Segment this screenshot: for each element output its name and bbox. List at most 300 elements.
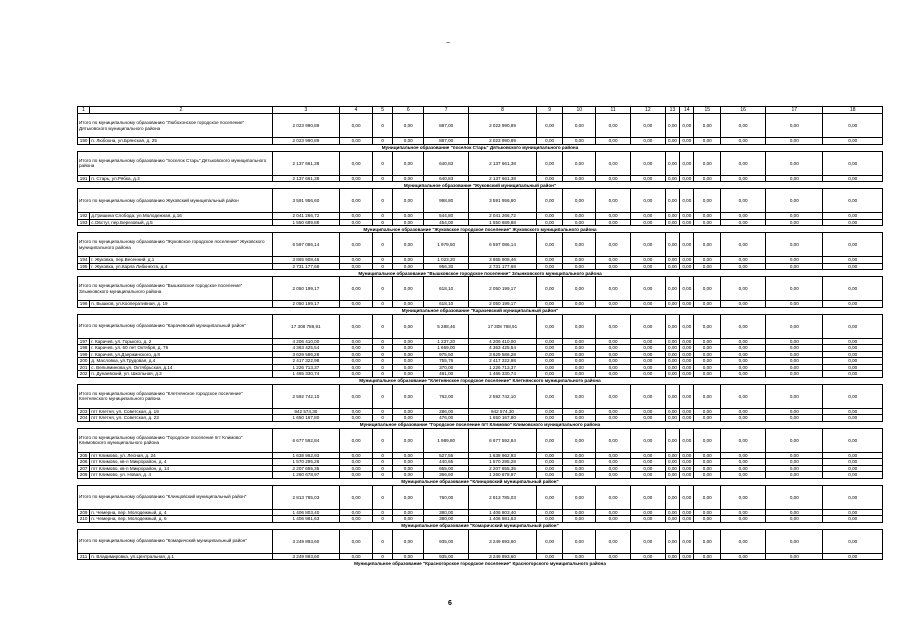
total-label: Итого по муниципальному образованию "поселок Старь" Дятьковского муниципального района [78,151,273,175]
value-cell: 0,00 [563,509,596,516]
column-number-cell: 13 [665,107,679,114]
value-cell: 0,00 [393,465,424,472]
value-cell: 0,00 [596,213,631,220]
value-cell: 0,00 [393,415,424,422]
address-cell: пгт Клетня, ул. Советская, д. 19 [90,408,272,415]
row-number: 198 [78,345,90,352]
value-cell: 0 [372,509,392,516]
column-number-cell: 7 [424,107,469,114]
address-cell: пгт Климово, ул. Лесная, д. 24 [90,452,272,459]
document-table-wrapper [77,106,883,566]
value-cell: 1 226 713,37 [272,364,340,371]
total-value: 0,00 [630,428,665,452]
value-cell: 0,00 [694,415,721,422]
value-cell: 2 137 661,38 [272,175,340,182]
total-value: 0,00 [680,428,694,452]
value-cell: 1 226 713,37 [469,364,537,371]
total-value: 0,00 [536,529,563,553]
total-value: 935,00 [424,529,469,553]
value-cell: 0,00 [393,408,424,415]
total-label: Итого по муниципальному образованию Жуковский муниципальный район [78,189,273,213]
value-cell: 0,00 [823,358,883,365]
value-cell: 0,00 [340,338,373,345]
total-value: 0,00 [721,384,766,408]
value-cell: 0,00 [563,364,596,371]
total-row [78,485,883,509]
total-value: 0,00 [563,151,596,175]
value-cell: 0,00 [680,459,694,466]
value-cell: 0,00 [340,175,373,182]
total-value: 0,00 [596,428,631,452]
value-cell: 0,00 [694,175,721,182]
value-cell: 0,00 [665,175,679,182]
total-value: 0,00 [596,485,631,509]
value-cell: 0 [372,415,392,422]
value-cell: 0,00 [340,345,373,352]
value-cell: 1 570 295,28 [469,459,537,466]
value-cell: 0,00 [694,338,721,345]
value-cell: 0,00 [823,263,883,270]
municipality-heading: Муниципальное образование "Клетнянское городское поселение" Клетнянского муниципального района [359,378,601,383]
value-cell: 0,00 [680,138,694,145]
address-cell: с.Овстуг, пер.Березовый, д.5 [90,219,272,226]
total-value: 2 023 990,89 [469,114,537,138]
value-cell: 0,00 [563,257,596,264]
value-cell: 0,00 [630,213,665,220]
value-cell: 0,00 [536,263,563,270]
value-cell: 0,00 [665,358,679,365]
value-cell: 0,00 [596,301,631,308]
value-cell: 0,00 [766,345,823,352]
value-cell: 1 406 803,40 [272,509,340,516]
value-cell: 2 023 990,89 [469,138,537,145]
value-cell: 0 [372,459,392,466]
total-row [78,384,883,408]
total-value: 0 [372,114,392,138]
total-label: Итого по муниципальному образованию "Вышковское городское поселение" Злынковского муниципального района [78,277,273,301]
value-cell: 0,00 [630,415,665,422]
value-cell: 0,00 [665,219,679,226]
total-value: 0,00 [665,114,679,138]
address-cell: г. Карачев, ул. 50 лет Октября, д. 76 [90,345,272,352]
address-cell: п. Любохна, ул.Брянская, д. 25 [90,138,272,145]
value-cell: 0,00 [694,364,721,371]
value-cell: 0,00 [596,472,631,479]
total-value: 0,00 [563,314,596,338]
value-cell: 0,00 [665,553,679,560]
column-number-cell: 14 [680,107,694,114]
value-cell: 0,00 [596,219,631,226]
value-cell: 0,00 [340,509,373,516]
total-value: 0,00 [721,151,766,175]
value-cell: 0,00 [340,408,373,415]
column-number-row [78,107,883,114]
value-cell: 0,00 [694,358,721,365]
row-number: 193 [78,219,90,226]
value-cell: 0,00 [665,138,679,145]
total-value: 0,00 [823,233,883,257]
total-value: 0,00 [665,277,679,301]
value-cell: 0,00 [340,459,373,466]
value-cell: 0,00 [536,219,563,226]
value-cell: 0,00 [596,364,631,371]
value-cell: 0,00 [393,509,424,516]
value-cell: 0 [372,452,392,459]
total-value: 0,00 [823,114,883,138]
total-value: 887,00 [424,114,469,138]
value-cell: 0,00 [536,553,563,560]
value-cell: 0,00 [766,338,823,345]
value-cell: 0,00 [694,257,721,264]
total-value: 0,00 [694,189,721,213]
total-value: 0,00 [340,233,373,257]
municipality-heading-row [78,226,883,233]
total-value: 0,00 [393,485,424,509]
value-cell: 0,00 [536,345,563,352]
municipality-heading: Муниципальное образование "Жуковский муниципальный район" [403,182,557,188]
total-value: 0,00 [823,384,883,408]
value-cell: 1 406 981,63 [272,516,340,523]
total-value: 2 592 742,10 [272,384,340,408]
total-value: 0,00 [823,277,883,301]
total-value: 0,00 [340,529,373,553]
total-label: Итого по муниципальному образованию "Клинцовский муниципальный район" [78,485,273,509]
total-value: 0,00 [766,189,823,213]
value-cell: 0,00 [766,371,823,378]
value-cell: 1 237,20 [424,338,469,345]
value-cell: 1 465 330,74 [469,371,537,378]
value-cell: 0,00 [680,219,694,226]
row-number: 194 [78,257,90,264]
total-value: 0,00 [823,485,883,509]
total-value: 0,00 [393,233,424,257]
value-cell: 0,00 [536,465,563,472]
value-cell: 0 [372,338,392,345]
row-number: 211 [78,553,90,560]
value-cell: 0,00 [823,345,883,352]
value-cell: 0,00 [680,175,694,182]
row-number: 202 [78,371,90,378]
value-cell: 2 417 322,98 [469,358,537,365]
total-label: Итого по муниципальному образованию "Городское поселение пгт Климово" Климовского муниципального района [78,428,273,452]
total-value: 0,00 [766,529,823,553]
value-cell: 2 731 177,68 [272,263,340,270]
total-value: 0,00 [630,233,665,257]
value-cell: 286,00 [424,408,469,415]
value-cell: 2 207 655,35 [272,465,340,472]
value-cell: 0,00 [680,472,694,479]
value-cell: 2 050 199,17 [272,301,340,308]
address-cell: п. Чемерна, пер. Молодежный, д. 6 [90,516,272,523]
value-cell: 0,00 [680,301,694,308]
value-cell: 0,00 [680,351,694,358]
total-value: 0,00 [563,114,596,138]
value-cell: 0,00 [563,338,596,345]
row-number: 207 [78,465,90,472]
value-cell: 0,00 [393,301,424,308]
value-cell: 0,00 [721,175,766,182]
address-cell: п. Вышков, ул.Кооперативная, д. 19 [90,301,272,308]
value-cell: 0,00 [536,452,563,459]
value-cell: 0,00 [596,257,631,264]
total-value: 6 677 592,84 [469,428,537,452]
value-cell: 0,00 [680,415,694,422]
row-number: 210 [78,516,90,523]
value-cell: 935,00 [424,553,469,560]
value-cell: 527,55 [424,452,469,459]
total-value: 0 [372,529,392,553]
row-number: 204 [78,415,90,422]
value-cell: 0,00 [630,465,665,472]
value-cell: 0,00 [694,345,721,352]
total-value: 0,00 [596,314,631,338]
value-cell: 0,00 [823,371,883,378]
value-cell: 0,00 [393,516,424,523]
value-cell: 0,00 [536,351,563,358]
total-value: 762,00 [424,384,469,408]
value-cell: 0 [372,345,392,352]
value-cell: 0,00 [694,452,721,459]
value-cell: 0,00 [694,465,721,472]
total-value: 0,00 [536,485,563,509]
total-value: 1 989,80 [424,428,469,452]
value-cell: 0 [372,516,392,523]
value-cell: 1 638 962,93 [469,452,537,459]
total-value: 0,00 [694,114,721,138]
address-cell: п. Старь, ул.Рябка, д.3 [90,175,272,182]
value-cell: 0,00 [665,345,679,352]
value-cell: 0,00 [823,351,883,358]
value-cell: 0,00 [766,351,823,358]
total-value: 0,00 [340,277,373,301]
value-cell: 0,00 [823,415,883,422]
row-number: 195 [78,263,90,270]
value-cell: 0,00 [563,345,596,352]
total-value: 0,00 [340,384,373,408]
value-cell: 0,00 [596,138,631,145]
value-cell: 0,00 [340,553,373,560]
value-cell: 0,00 [721,472,766,479]
total-value: 0,00 [596,233,631,257]
total-value: 0,00 [694,384,721,408]
value-cell: 0,00 [536,415,563,422]
total-value: 2 813 785,03 [272,485,340,509]
total-value: 0,00 [393,428,424,452]
column-number-cell: 15 [694,107,721,114]
value-cell: 0,00 [596,459,631,466]
value-cell: 0,00 [721,465,766,472]
value-cell: 0,00 [665,213,679,220]
value-cell: 0,00 [680,553,694,560]
total-value: 0,00 [823,151,883,175]
municipality-heading-row [78,522,883,529]
value-cell: 0,00 [563,175,596,182]
page-number: 6 [448,600,452,607]
value-cell: 0,00 [721,219,766,226]
total-value: 0 [372,314,392,338]
total-value: 760,00 [424,485,469,509]
column-number-cell: 4 [340,107,373,114]
value-cell: 0 [372,371,392,378]
column-number-cell: 2 [90,107,272,114]
value-cell: 0,00 [766,472,823,479]
value-cell: 0,00 [630,257,665,264]
total-value: 0,00 [694,485,721,509]
total-value: 0,00 [536,314,563,338]
value-cell: 0,00 [721,358,766,365]
total-value: 0,00 [393,314,424,338]
address-cell: г. Жуковка, ул.Карла Либкнехта, д.4 [90,263,272,270]
value-cell: 1 638 962,93 [272,452,340,459]
total-value: 0,00 [630,485,665,509]
value-cell: 0,00 [766,358,823,365]
value-cell: 0,00 [823,452,883,459]
total-value: 0,00 [536,428,563,452]
value-cell: 0,00 [596,263,631,270]
value-cell: 0,00 [536,138,563,145]
total-value: 0,00 [630,151,665,175]
total-value: 3 591 956,60 [272,189,340,213]
value-cell: 0,00 [823,257,883,264]
value-cell: 0,00 [340,138,373,145]
value-cell: 0,00 [694,472,721,479]
total-value: 0,00 [393,529,424,553]
value-cell: 2 041 266,72 [272,213,340,220]
total-value: 6 597 086,14 [469,233,537,257]
value-cell: 544,80 [424,213,469,220]
total-value: 17 308 788,91 [469,314,537,338]
value-cell: 0,00 [721,516,766,523]
municipality-heading: Муниципальное образование "Комаричский муниципальный район" [401,523,559,528]
total-value: 0,00 [823,189,883,213]
value-cell: 0,00 [721,257,766,264]
row-number: 190 [78,138,90,145]
value-cell: 0,00 [393,138,424,145]
total-value: 0,00 [393,384,424,408]
value-cell: 0,00 [680,257,694,264]
value-cell: 0,00 [721,415,766,422]
value-cell: 0,00 [766,452,823,459]
total-value: 0,00 [766,233,823,257]
value-cell: 0,00 [393,338,424,345]
total-value: 0,00 [536,151,563,175]
municipality-heading: Муниципальное образование "Городское поселение пгт Климово" Климовского муниципального района [359,422,601,427]
value-cell: 1 406 981,63 [469,516,537,523]
value-cell: 0,00 [766,263,823,270]
value-cell: 0,00 [340,472,373,479]
value-cell: 0,00 [596,408,631,415]
value-cell: 1 406 803,40 [469,509,537,516]
municipality-heading: Муниципальное образование "Жуковское городское поселение" Жуковского муниципального района [363,226,597,232]
value-cell: 0,00 [340,364,373,371]
value-cell: 0,00 [823,465,883,472]
value-cell: 0,00 [694,459,721,466]
municipality-heading: Муниципальное образование "поселок Старь" Дятьковского муниципального района [381,145,579,150]
value-cell: 0,00 [665,301,679,308]
value-cell: 0,00 [823,219,883,226]
value-cell: 0,00 [766,415,823,422]
value-cell: 0,00 [536,408,563,415]
total-value: 0,00 [680,189,694,213]
value-cell: 0,00 [630,358,665,365]
total-value: 6 677 592,84 [272,428,340,452]
value-cell: 0,00 [393,257,424,264]
value-cell: 0,00 [563,371,596,378]
total-value: 0,00 [665,314,679,338]
value-cell: 3 249 893,60 [272,553,340,560]
value-cell: 0,00 [823,213,883,220]
value-cell: 0,00 [694,351,721,358]
value-cell: 0 [372,358,392,365]
value-cell: 0,00 [694,138,721,145]
value-cell: 0,00 [630,459,665,466]
total-value: 0,00 [536,277,563,301]
total-value: 0,00 [630,189,665,213]
total-row [78,529,883,553]
value-cell: 0,00 [823,516,883,523]
value-cell: 0 [372,465,392,472]
value-cell: 0,00 [766,459,823,466]
total-value: 0,00 [694,277,721,301]
total-value: 0,00 [536,233,563,257]
total-value: 0 [372,428,392,452]
value-cell: 0,00 [766,553,823,560]
value-cell: 0,00 [340,452,373,459]
value-cell: 0,00 [630,175,665,182]
address-cell: с. Вельяминова,ул. Октябрьская, д.14 [90,364,272,371]
value-cell: 0,00 [393,219,424,226]
total-value: 0,00 [766,485,823,509]
value-cell: 2 050 199,17 [469,301,537,308]
value-cell: 0,00 [630,138,665,145]
total-value: 0,00 [340,189,373,213]
value-cell: 4 206 410,00 [469,338,537,345]
value-cell: 0,00 [680,516,694,523]
address-cell: п. Владимировка, ул.Центральная, д.1 [90,553,272,560]
value-cell: 380,00 [424,516,469,523]
value-cell: 0,00 [393,472,424,479]
column-number-cell: 12 [630,107,665,114]
total-value: 0,00 [665,189,679,213]
value-cell: 0,00 [680,408,694,415]
value-cell: 0,00 [665,415,679,422]
municipality-heading-row [78,182,883,189]
total-value: 0,00 [680,233,694,257]
column-number-cell: 10 [563,107,596,114]
value-cell: 0,00 [665,351,679,358]
value-cell: 3 249 893,60 [469,553,537,560]
value-cell: 0,00 [665,371,679,378]
value-cell: 0,00 [536,175,563,182]
value-cell: 0,00 [596,175,631,182]
top-mark: ~ [446,40,451,47]
total-row [78,314,883,338]
value-cell: 0,00 [766,175,823,182]
total-value: 0,00 [680,151,694,175]
value-cell: 0,00 [340,415,373,422]
value-cell: 380,00 [424,509,469,516]
value-cell: 1 650 167,80 [469,415,537,422]
total-value: 0,00 [596,277,631,301]
value-cell: 0,00 [721,509,766,516]
address-cell: пгт Климово, ул. Новая, д. 4 [90,472,272,479]
address-cell: г. Карачев, ул.Дзержинского, д.8 [90,351,272,358]
total-value: 0,00 [823,314,883,338]
row-number: 206 [78,459,90,466]
total-value: 2 050 199,17 [272,277,340,301]
value-cell: 2 207 655,35 [469,465,537,472]
value-cell: 0,00 [665,516,679,523]
